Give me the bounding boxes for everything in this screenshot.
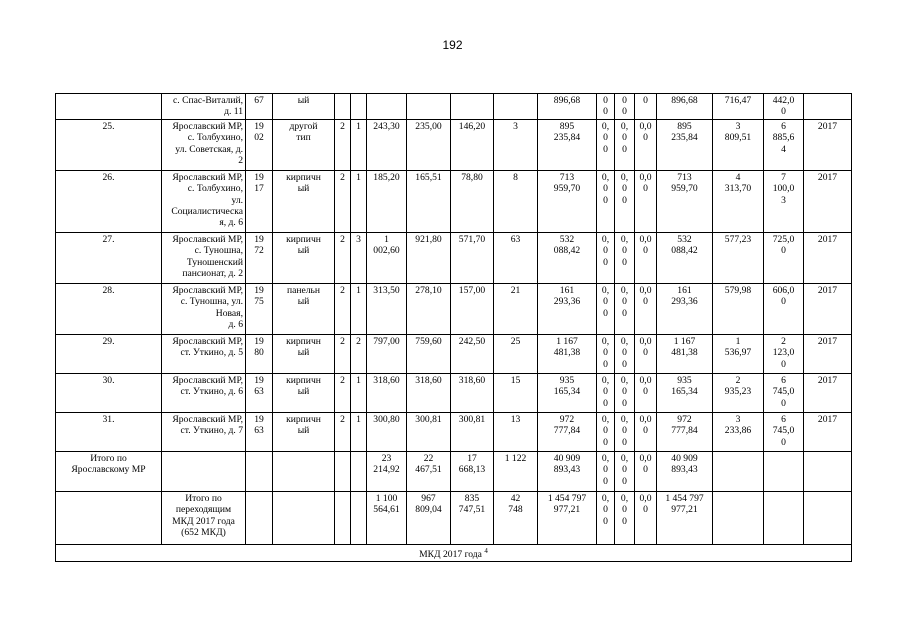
specific-cost-cell: 577,23 <box>713 232 764 283</box>
material-cell <box>273 491 335 544</box>
residents-cell: 3 <box>494 119 538 170</box>
cost-total-cell: 895 235,84 <box>538 119 597 170</box>
year-cell: 19 02 <box>246 119 273 170</box>
fund-b-cell: 0 0 <box>615 94 635 120</box>
floors-cell: 2 <box>335 119 351 170</box>
floors-cell: 2 <box>335 170 351 232</box>
row-number: 26. <box>56 170 162 232</box>
year-cell: 19 17 <box>246 170 273 232</box>
floors-cell: 2 <box>335 232 351 283</box>
specific-cost-cell: 1 536,97 <box>713 334 764 373</box>
entrances-cell: 3 <box>351 232 367 283</box>
table-row <box>56 170 852 232</box>
material-cell: кирпичн ый <box>273 412 335 451</box>
material-cell: кирпичн ый <box>273 373 335 412</box>
fund-b-cell: 0, 0 0 <box>615 412 635 451</box>
year-cell: 19 63 <box>246 373 273 412</box>
footnote-marker: 4 <box>484 546 488 555</box>
entrances-cell: 1 <box>351 412 367 451</box>
fund-c-cell: 0,0 0 <box>635 232 657 283</box>
max-cost-cell <box>764 491 804 544</box>
fund-c-cell: 0,0 0 <box>635 491 657 544</box>
entrances-cell: 1 <box>351 373 367 412</box>
fund-b-cell: 0, 0 0 <box>615 451 635 491</box>
planned-year-cell: 2017 <box>804 283 852 334</box>
residents-cell: 13 <box>494 412 538 451</box>
total-row-mr <box>56 451 852 491</box>
area-total-cell <box>367 94 407 120</box>
fund-a-cell: 0, 0 0 <box>597 170 615 232</box>
table-row <box>56 232 852 283</box>
area-living-cell: 967 809,04 <box>407 491 451 544</box>
page-number: 192 <box>442 38 463 52</box>
cost-total-cell: 713 959,70 <box>538 170 597 232</box>
entrances-cell: 2 <box>351 334 367 373</box>
row-number: 31. <box>56 412 162 451</box>
residents-cell: 15 <box>494 373 538 412</box>
entrances-cell: 1 <box>351 119 367 170</box>
max-cost-cell: 725,0 0 <box>764 232 804 283</box>
floors-cell: 2 <box>335 334 351 373</box>
area-residential-cell: 157,00 <box>451 283 494 334</box>
year-cell <box>246 491 273 544</box>
residents-cell: 21 <box>494 283 538 334</box>
area-living-cell: 318,60 <box>407 373 451 412</box>
fund-a-cell: 0, 0 0 <box>597 232 615 283</box>
area-total-cell: 300,80 <box>367 412 407 451</box>
fund-c-cell: 0,0 0 <box>635 334 657 373</box>
fund-region-cell: 161 293,36 <box>657 283 713 334</box>
fund-b-cell: 0, 0 0 <box>615 170 635 232</box>
year-cell: 19 72 <box>246 232 273 283</box>
year-cell: 19 63 <box>246 412 273 451</box>
area-total-cell: 185,20 <box>367 170 407 232</box>
address-cell: Итого по переходящим МКД 2017 года (652 МКД) <box>162 491 246 544</box>
year-cell: 19 80 <box>246 334 273 373</box>
planned-year-cell: 2017 <box>804 232 852 283</box>
row-number: 30. <box>56 373 162 412</box>
address-cell: Ярославский МР, с. Толбухино, ул. Социалистическа я, д. 6 <box>162 170 246 232</box>
fund-a-cell: 0, 0 0 <box>597 283 615 334</box>
area-residential-cell: 242,50 <box>451 334 494 373</box>
area-living-cell: 278,10 <box>407 283 451 334</box>
residents-cell: 25 <box>494 334 538 373</box>
planned-year-cell: 2017 <box>804 412 852 451</box>
area-living-cell: 22 467,51 <box>407 451 451 491</box>
max-cost-cell: 6 885,6 4 <box>764 119 804 170</box>
material-cell: другой тип <box>273 119 335 170</box>
specific-cost-cell: 4 313,70 <box>713 170 764 232</box>
table-row <box>56 94 852 120</box>
planned-year-cell <box>804 451 852 491</box>
max-cost-cell: 6 745,0 0 <box>764 373 804 412</box>
material-cell: ый <box>273 94 335 120</box>
fund-region-cell: 40 909 893,43 <box>657 451 713 491</box>
area-residential-cell: 571,70 <box>451 232 494 283</box>
area-living-cell: 165,51 <box>407 170 451 232</box>
cost-total-cell: 935 165,34 <box>538 373 597 412</box>
table-row <box>56 334 852 373</box>
row-number: 25. <box>56 119 162 170</box>
material-cell: кирпичн ый <box>273 170 335 232</box>
area-residential-cell: 300,81 <box>451 412 494 451</box>
address-cell: Ярославский МР, с. Толбухино, ул. Советская, д. 2 <box>162 119 246 170</box>
area-living-cell: 759,60 <box>407 334 451 373</box>
material-cell <box>273 451 335 491</box>
max-cost-cell: 606,0 0 <box>764 283 804 334</box>
cost-total-cell: 1 167 481,38 <box>538 334 597 373</box>
area-total-cell: 797,00 <box>367 334 407 373</box>
planned-year-cell: 2017 <box>804 334 852 373</box>
area-living-cell <box>407 94 451 120</box>
residents-cell: 42 748 <box>494 491 538 544</box>
entrances-cell: 1 <box>351 283 367 334</box>
material-cell: кирпичн ый <box>273 232 335 283</box>
entrances-cell <box>351 94 367 120</box>
entrances-cell <box>351 451 367 491</box>
row-number: 28. <box>56 283 162 334</box>
fund-c-cell: 0,0 0 <box>635 283 657 334</box>
address-cell: Ярославский МР, ст. Уткино, д. 5 <box>162 334 246 373</box>
fund-b-cell: 0, 0 0 <box>615 119 635 170</box>
specific-cost-cell <box>713 491 764 544</box>
residents-cell: 8 <box>494 170 538 232</box>
row-number: 27. <box>56 232 162 283</box>
table-row <box>56 119 852 170</box>
specific-cost-cell: 716,47 <box>713 94 764 120</box>
fund-b-cell: 0, 0 0 <box>615 491 635 544</box>
max-cost-cell: 2 123,0 0 <box>764 334 804 373</box>
section-title: МКД 2017 года <box>419 549 482 560</box>
planned-year-cell <box>804 491 852 544</box>
fund-a-cell: 0, 0 0 <box>597 373 615 412</box>
address-cell: Ярославский МР, ст. Уткино, д. 7 <box>162 412 246 451</box>
row-number: Итого по Ярославскому МР <box>56 451 162 491</box>
specific-cost-cell: 3 233,86 <box>713 412 764 451</box>
section-title-cell <box>56 544 852 562</box>
planned-year-cell: 2017 <box>804 373 852 412</box>
address-cell: Ярославский МР, ст. Уткино, д. 6 <box>162 373 246 412</box>
fund-b-cell: 0, 0 0 <box>615 373 635 412</box>
area-residential-cell <box>451 94 494 120</box>
row-number <box>56 491 162 544</box>
area-residential-cell: 78,80 <box>451 170 494 232</box>
cost-total-cell: 1 454 797 977,21 <box>538 491 597 544</box>
fund-a-cell: 0, 0 0 <box>597 412 615 451</box>
table-row <box>56 412 852 451</box>
table-row <box>56 283 852 334</box>
address-cell: Ярославский МР, с. Туношна, Туношенский пансионат, д. 2 <box>162 232 246 283</box>
cost-total-cell: 532 088,42 <box>538 232 597 283</box>
area-residential-cell: 17 668,13 <box>451 451 494 491</box>
fund-c-cell: 0,0 0 <box>635 170 657 232</box>
material-cell: панельн ый <box>273 283 335 334</box>
fund-region-cell: 1 167 481,38 <box>657 334 713 373</box>
fund-a-cell: 0, 0 0 <box>597 491 615 544</box>
residents-cell <box>494 94 538 120</box>
entrances-cell: 1 <box>351 170 367 232</box>
area-living-cell: 235,00 <box>407 119 451 170</box>
floors-cell: 2 <box>335 412 351 451</box>
area-total-cell: 23 214,92 <box>367 451 407 491</box>
row-number <box>56 94 162 120</box>
floors-cell <box>335 451 351 491</box>
fund-c-cell: 0 <box>635 94 657 120</box>
address-cell: с. Спас-Виталий, д. 11 <box>162 94 246 120</box>
floors-cell: 2 <box>335 373 351 412</box>
fund-a-cell: 0, 0 0 <box>597 119 615 170</box>
max-cost-cell: 7 100,0 3 <box>764 170 804 232</box>
fund-c-cell: 0,0 0 <box>635 412 657 451</box>
area-living-cell: 300,81 <box>407 412 451 451</box>
fund-b-cell: 0, 0 0 <box>615 232 635 283</box>
planned-year-cell: 2017 <box>804 119 852 170</box>
fund-c-cell: 0,0 0 <box>635 119 657 170</box>
fund-b-cell: 0, 0 0 <box>615 283 635 334</box>
fund-c-cell: 0,0 0 <box>635 373 657 412</box>
mkd-table-body <box>56 94 852 562</box>
area-residential-cell: 835 747,51 <box>451 491 494 544</box>
area-residential-cell: 146,20 <box>451 119 494 170</box>
address-cell <box>162 451 246 491</box>
fund-a-cell: 0 0 <box>597 94 615 120</box>
area-total-cell: 1 100 564,61 <box>367 491 407 544</box>
fund-region-cell: 972 777,84 <box>657 412 713 451</box>
cost-total-cell: 972 777,84 <box>538 412 597 451</box>
entrances-cell <box>351 491 367 544</box>
residents-cell: 63 <box>494 232 538 283</box>
fund-b-cell: 0, 0 0 <box>615 334 635 373</box>
fund-region-cell: 935 165,34 <box>657 373 713 412</box>
mkd-table <box>55 93 852 562</box>
floors-cell: 2 <box>335 283 351 334</box>
year-cell <box>246 451 273 491</box>
fund-c-cell: 0,0 0 <box>635 451 657 491</box>
floors-cell <box>335 94 351 120</box>
area-residential-cell: 318,60 <box>451 373 494 412</box>
planned-year-cell: 2017 <box>804 170 852 232</box>
specific-cost-cell: 579,98 <box>713 283 764 334</box>
cost-total-cell: 161 293,36 <box>538 283 597 334</box>
max-cost-cell: 442,0 0 <box>764 94 804 120</box>
year-cell: 67 <box>246 94 273 120</box>
planned-year-cell <box>804 94 852 120</box>
fund-a-cell: 0, 0 0 <box>597 451 615 491</box>
area-living-cell: 921,80 <box>407 232 451 283</box>
section-header-row <box>56 544 852 562</box>
table-row <box>56 373 852 412</box>
row-number: 29. <box>56 334 162 373</box>
area-total-cell: 313,50 <box>367 283 407 334</box>
specific-cost-cell: 2 935,23 <box>713 373 764 412</box>
material-cell: кирпичн ый <box>273 334 335 373</box>
cost-total-cell: 40 909 893,43 <box>538 451 597 491</box>
fund-a-cell: 0, 0 0 <box>597 334 615 373</box>
max-cost-cell: 6 745,0 0 <box>764 412 804 451</box>
area-total-cell: 243,30 <box>367 119 407 170</box>
max-cost-cell <box>764 451 804 491</box>
fund-region-cell: 713 959,70 <box>657 170 713 232</box>
floors-cell <box>335 491 351 544</box>
fund-region-cell: 895 235,84 <box>657 119 713 170</box>
residents-cell: 1 122 <box>494 451 538 491</box>
address-cell: Ярославский МР, с. Туношна, ул. Новая, д. 6 <box>162 283 246 334</box>
year-cell: 19 75 <box>246 283 273 334</box>
specific-cost-cell <box>713 451 764 491</box>
fund-region-cell: 532 088,42 <box>657 232 713 283</box>
fund-region-cell: 896,68 <box>657 94 713 120</box>
total-row-transitional <box>56 491 852 544</box>
specific-cost-cell: 3 809,51 <box>713 119 764 170</box>
cost-total-cell: 896,68 <box>538 94 597 120</box>
area-total-cell: 1 002,60 <box>367 232 407 283</box>
fund-region-cell: 1 454 797 977,21 <box>657 491 713 544</box>
area-total-cell: 318,60 <box>367 373 407 412</box>
